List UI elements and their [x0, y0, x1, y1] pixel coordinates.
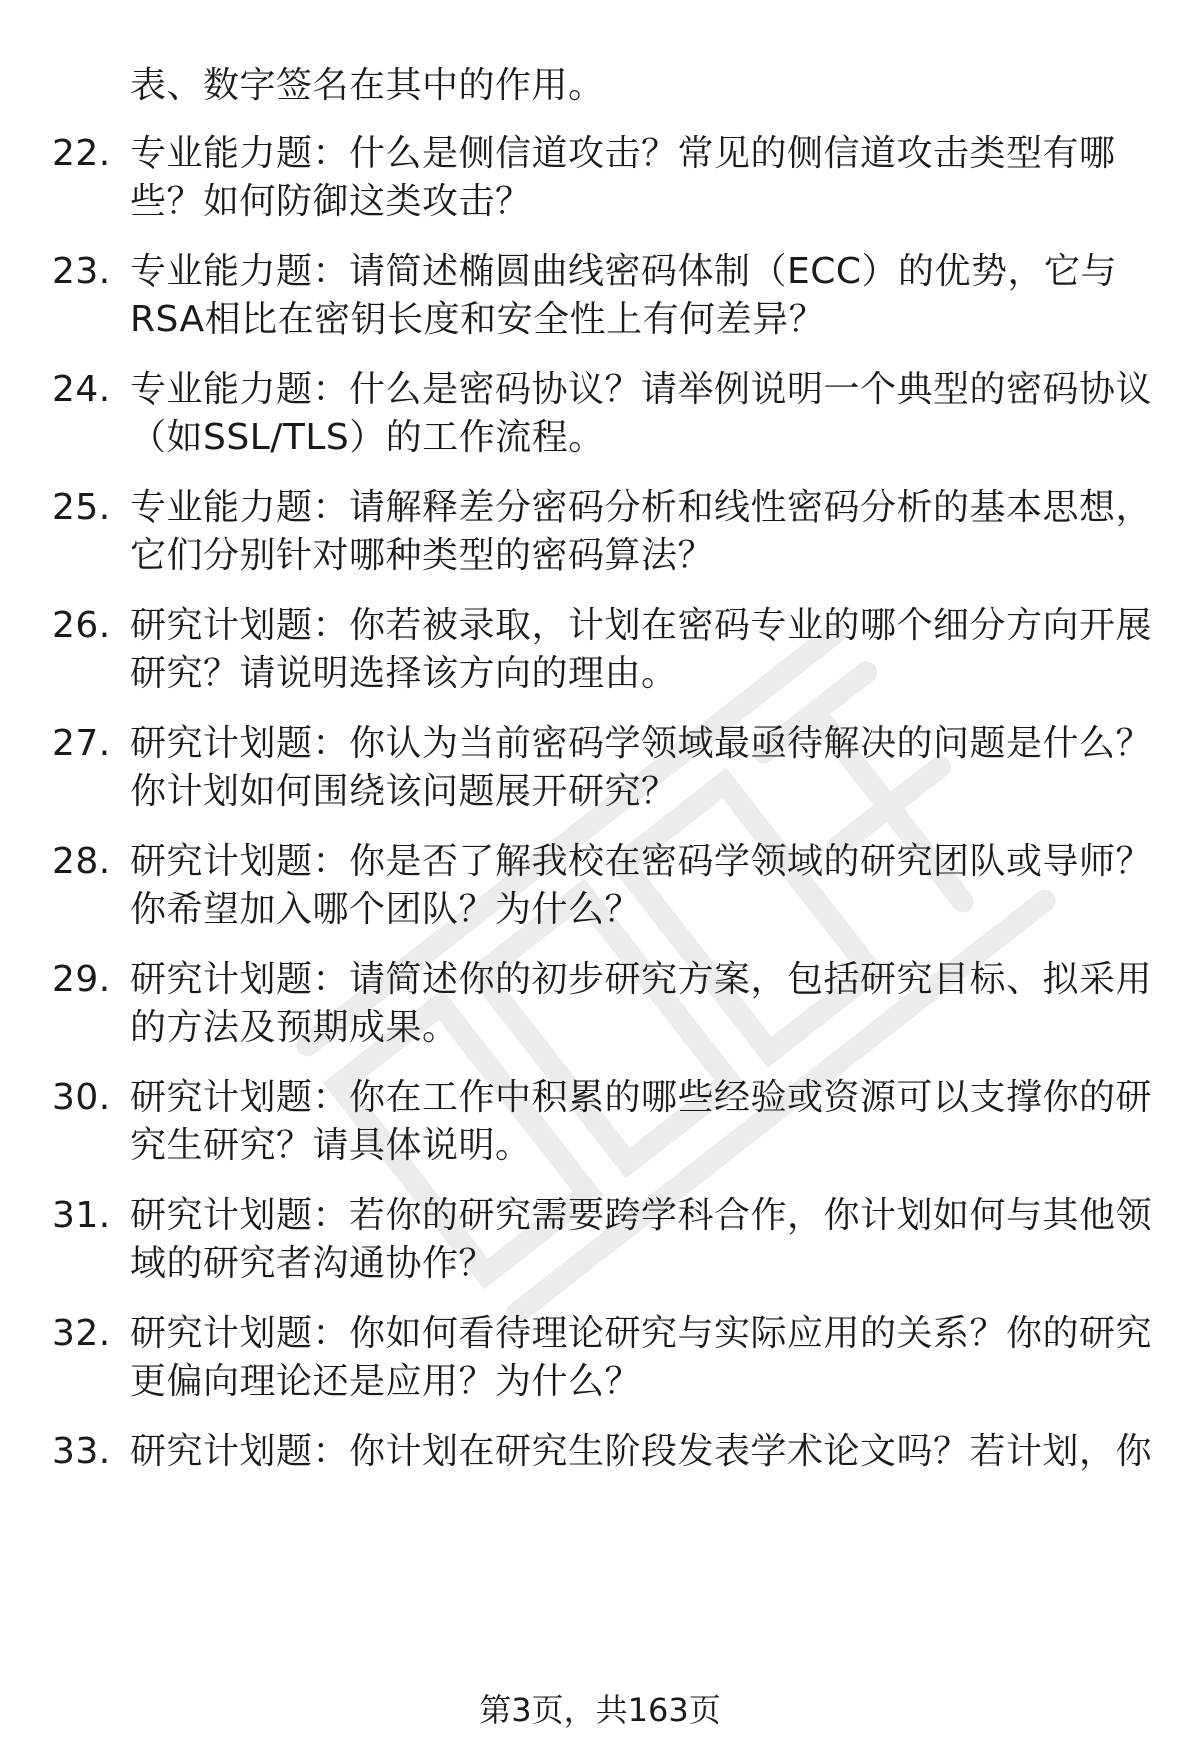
question-text	[130, 1192, 1153, 1288]
question-number: 25.	[52, 487, 111, 528]
question-text-line: 研究计划题：若你的研究需要跨学科合作，你计划如何与其他领	[130, 1195, 1153, 1236]
question-text-line: 域的研究者沟通协作？	[130, 1243, 496, 1284]
question-text-line: 你希望加入哪个团队？为什么？	[130, 889, 642, 930]
question-text	[130, 838, 1153, 934]
question-number: 31.	[52, 1195, 111, 1236]
question-text-line: 研究计划题：你是否了解我校在密码学领域的研究团队或导师？	[130, 841, 1153, 882]
question-text-line: 研究计划题：你认为当前密码学领域最亟待解决的问题是什么？	[130, 723, 1153, 764]
question-text-line: 研究？请说明选择该方向的理由。	[130, 653, 678, 694]
question-text-line: 更偏向理论还是应用？为什么？	[130, 1361, 642, 1402]
question-text	[130, 484, 1153, 580]
question-text-line: 研究计划题：你如何看待理论研究与实际应用的关系？你的研究	[130, 1313, 1153, 1354]
continuation-text: 表、数字签名在其中的作用。	[130, 65, 605, 106]
question-text	[130, 720, 1153, 816]
question-number: 29.	[52, 959, 111, 1000]
question-text	[130, 956, 1153, 1052]
question-text-line: RSA相比在密钥长度和安全性上有何差异？	[130, 299, 826, 340]
question-text-line: 它们分别针对哪种类型的密码算法？	[130, 535, 715, 576]
question-text-line: 研究计划题：你计划在研究生阶段发表学术论文吗？若计划，你	[130, 1431, 1153, 1472]
question-text-line: 究生研究？请具体说明。	[130, 1125, 532, 1166]
question-number: 22.	[52, 133, 111, 174]
question-text	[130, 130, 1140, 226]
question-text-line: 专业能力题：请简述椭圆曲线密码体制（ECC）的优势，它与	[130, 251, 1118, 292]
question-number: 24.	[52, 369, 111, 410]
question-text-line: 研究计划题：你在工作中积累的哪些经验或资源可以支撑你的研	[130, 1077, 1153, 1118]
question-text-line: 专业能力题：什么是侧信道攻击？常见的侧信道攻击类型有哪	[130, 133, 1116, 174]
question-text-line: 的方法及预期成果。	[130, 1007, 459, 1048]
question-text	[130, 366, 1153, 462]
question-text-line: 专业能力题：请解释差分密码分析和线性密码分析的基本思想，	[130, 487, 1153, 528]
question-text	[130, 248, 1140, 344]
question-number: 27.	[52, 723, 111, 764]
question-text-line: 你计划如何围绕该问题展开研究？	[130, 771, 678, 812]
question-number: 26.	[52, 605, 111, 646]
question-number: 32.	[52, 1313, 111, 1354]
question-text-line: 专业能力题：什么是密码协议？请举例说明一个典型的密码协议	[130, 369, 1153, 410]
question-number: 28.	[52, 841, 111, 882]
question-text-line: 些？如何防御这类攻击？	[130, 181, 532, 222]
question-number: 23.	[52, 251, 111, 292]
question-text	[130, 1074, 1153, 1170]
question-text-line: 研究计划题：请简述你的初步研究方案，包括研究目标、拟采用	[130, 959, 1153, 1000]
question-number: 33.	[52, 1431, 111, 1472]
question-text	[130, 602, 1153, 698]
question-text-line: 研究计划题：你若被录取，计划在密码专业的哪个细分方向开展	[130, 605, 1153, 646]
question-text	[130, 1428, 1153, 1476]
question-text	[130, 1310, 1153, 1406]
page-footer: 第3页，共163页	[479, 1691, 721, 1729]
question-text-line: （如SSL/TLS）的工作流程。	[130, 417, 605, 458]
question-number: 30.	[52, 1077, 111, 1118]
